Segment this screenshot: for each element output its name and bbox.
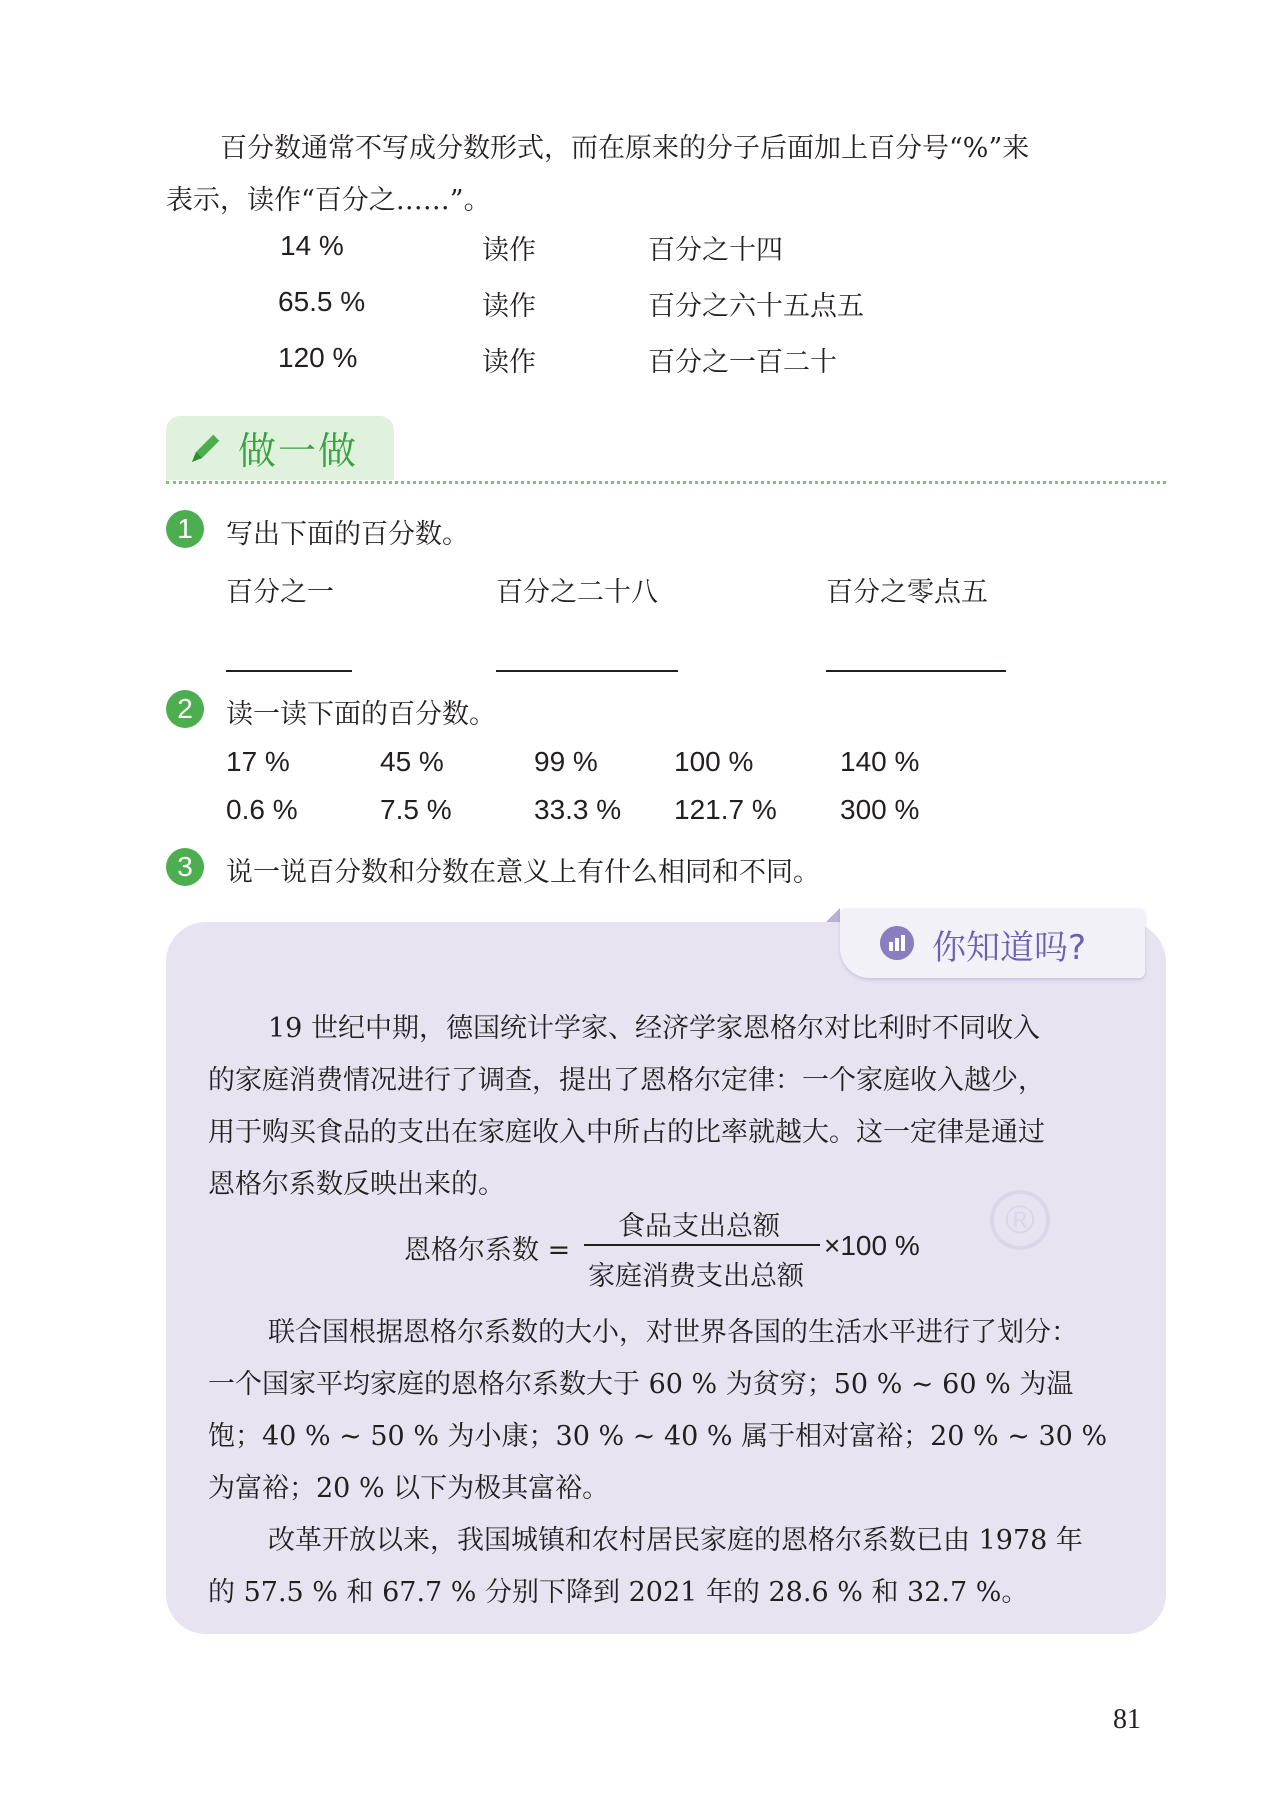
answer-blank[interactable] <box>226 670 352 672</box>
info-tab-fold <box>826 908 840 922</box>
section-divider <box>166 481 1166 484</box>
question-text: 读一读下面的百分数。 <box>226 699 496 730</box>
percent-item: 140 % <box>840 746 920 777</box>
percent-item: 100 % <box>674 746 754 777</box>
registered-watermark: ® <box>990 1190 1050 1250</box>
q1-item: 百分之零点五 <box>826 577 988 608</box>
example-verb: 读作 <box>482 347 536 378</box>
percent-item: 7.5 % <box>380 794 452 825</box>
question-number-badge: 1 <box>166 510 204 548</box>
question-number-badge: 2 <box>166 690 204 728</box>
question-text: 说一说百分数和分数在意义上有什么相同和不同。 <box>226 857 820 888</box>
percent-item: 121.7 % <box>674 794 777 825</box>
info-paragraph-line: 联合国根据恩格尔系数的大小，对世界各国的生活水平进行了划分： <box>268 1317 1078 1348</box>
pencil-icon <box>186 428 226 468</box>
example-reading: 百分之六十五点五 <box>648 291 864 322</box>
percent-item: 45 % <box>380 746 444 777</box>
info-paragraph-line: 用于购买食品的支出在家庭收入中所占的比率就越大。这一定律是通过 <box>208 1117 1045 1148</box>
page-number: 81 <box>1113 1704 1141 1735</box>
info-paragraph-line: 改革开放以来，我国城镇和农村居民家庭的恩格尔系数已由 1978 年 <box>268 1525 1083 1556</box>
percent-item: 300 % <box>840 794 920 825</box>
info-title: 你知道吗? <box>932 928 1087 968</box>
answer-blank[interactable] <box>496 670 678 672</box>
q1-item: 百分之二十八 <box>496 577 658 608</box>
info-paragraph-line: 19 世纪中期，德国统计学家、经济学家恩格尔对比利时不同收入 <box>268 1013 1040 1044</box>
example-reading: 百分之十四 <box>648 235 783 266</box>
percent-item: 17 % <box>226 746 290 777</box>
fraction-bar <box>584 1244 820 1246</box>
q1-item: 百分之一 <box>226 577 334 608</box>
example-verb: 读作 <box>482 291 536 322</box>
info-paragraph-line: 为富裕；20 % 以下为极其富裕。 <box>208 1473 610 1504</box>
formula-lhs: 恩格尔系数 = <box>404 1235 571 1266</box>
example-number: 65.5 % <box>278 286 366 317</box>
info-paragraph-line: 恩格尔系数反映出来的。 <box>208 1169 505 1200</box>
answer-blank[interactable] <box>826 670 1006 672</box>
formula-denominator: 家庭消费支出总额 <box>588 1261 804 1292</box>
example-number: 14 % <box>280 230 344 261</box>
formula-rhs: ×100 % <box>824 1230 920 1261</box>
question-number-badge: 3 <box>166 848 204 886</box>
info-paragraph-line: 的家庭消费情况进行了调查，提出了恩格尔定律：一个家庭收入越少， <box>208 1065 1045 1096</box>
intro-line-1: 百分数通常不写成分数形式，而在原来的分子后面加上百分号“%”来 <box>220 133 1030 164</box>
example-number: 120 % <box>278 342 358 373</box>
info-paragraph-line: 一个国家平均家庭的恩格尔系数大于 60 % 为贫穷；50 % ~ 60 % 为温 <box>208 1369 1074 1400</box>
doit-title: 做一做 <box>238 429 359 473</box>
chart-icon <box>880 926 914 960</box>
percent-item: 33.3 % <box>534 794 622 825</box>
formula-numerator: 食品支出总额 <box>618 1211 780 1242</box>
question-text: 写出下面的百分数。 <box>226 519 469 550</box>
percent-item: 0.6 % <box>226 794 298 825</box>
intro-line-2: 表示，读作“百分之……”。 <box>166 185 491 216</box>
info-paragraph-line: 饱；40 % ~ 50 % 为小康；30 % ~ 40 % 属于相对富裕；20 % ~ 30 % <box>208 1421 1108 1452</box>
example-reading: 百分之一百二十 <box>648 347 837 378</box>
example-verb: 读作 <box>482 235 536 266</box>
percent-item: 99 % <box>534 746 598 777</box>
info-paragraph-line: 的 57.5 % 和 67.7 % 分别下降到 2021 年的 28.6 % 和 32.7 %。 <box>208 1577 1029 1608</box>
